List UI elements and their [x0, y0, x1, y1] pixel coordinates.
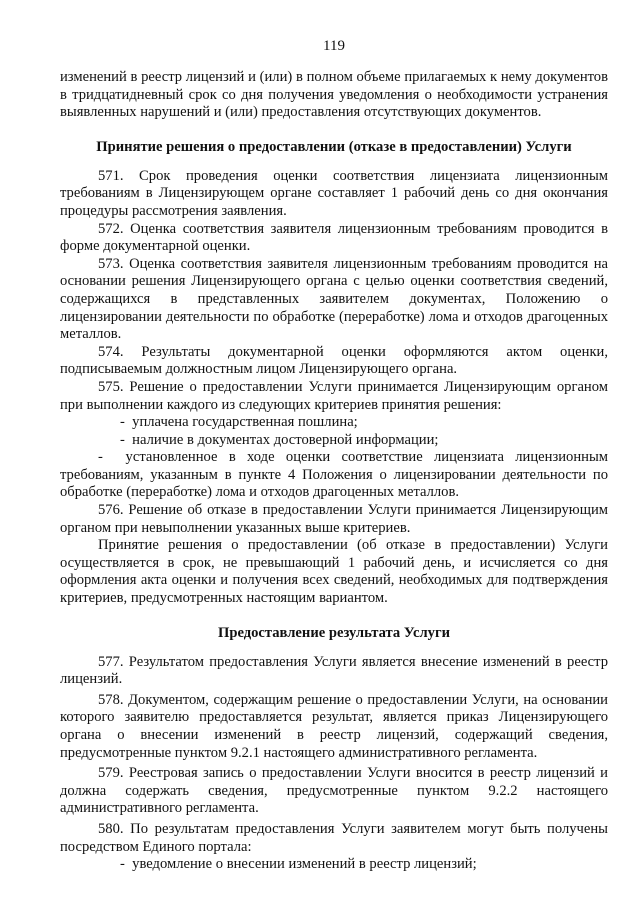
- paragraph-579: 579. Реестровая запись о предоставлении Услуги вносится в реестр лицензий и должна содержать сведения, предусмотренные пунктом 9.2.2 настоящего административного регламента.: [60, 765, 608, 817]
- paragraph-576: 576. Решение об отказе в предоставлении Услуги принимается Лицензирующим органом при невыполнении указанных выше критериев.: [60, 502, 608, 536]
- paragraph-575: 575. Решение о предоставлении Услуги принимается Лицензирующим органом при выполнении каждого из следующих критериев принятия решения:: [60, 378, 608, 413]
- paragraph-578: 578. Документом, содержащим решение о предоставлении Услуги, на основании которого заявителю предоставляется результат, является приказ Лицензирующего органа о внесении изменений в реестр лицензий, содержащий сведения, предусмотренные пунктом 9.2.1 настоящего административного регламента.: [60, 691, 608, 761]
- paragraph-572: 572. Оценка соответствия заявителя лицензионным требованиям проводится в форме документарной оценки.: [60, 220, 608, 255]
- paragraph-571: 571. Срок проведения оценки соответствия лицензиата лицензионным требованиям в Лицензирующем органе составляет 1 рабочий день со дня окончания процедуры рассмотрения заявления.: [60, 167, 608, 219]
- page-number: 119: [323, 38, 345, 54]
- paragraph-577: 577. Результатом предоставления Услуги является внесение изменений в реестр лицензий.: [60, 653, 608, 688]
- criteria-item-text: установленное в ходе оценки соответствие лицензиата лицензионным требованиям, указанным в пункте 4 Положения о лицензировании деятельности по обработке (переработке) лома и отходов драгоценных металлов.: [60, 449, 608, 501]
- section-heading-result: Предоставление результата Услуги: [218, 624, 450, 641]
- results-item: - уведомление о внесении изменений в реестр лицензий;: [120, 856, 608, 874]
- paragraph-573: 573. Оценка соответствия заявителя лицензионным требованиям проводится на основании решения Лицензирующего органа с целью оценки соответствия сведений, содержащихся в представленных заявителем документах, Положению о лицензировании деятельности по обработке (переработке) лома и отходов драгоценных металлов.: [60, 255, 608, 343]
- criteria-list: [60, 414, 608, 449]
- intro-paragraph: изменений в реестр лицензий и (или) в полном объеме прилагаемых к нему документов в тридцатидневный срок со дня получения уведомления о необходимости устранения выявленных нарушений и (или) предоставления отсутствующих документов.: [60, 69, 608, 121]
- criteria-item: - наличие в документах достоверной информации;: [120, 432, 608, 450]
- criteria-item: - уплачена государственная пошлина;: [120, 414, 608, 432]
- results-list: [60, 856, 608, 874]
- criteria-item-long: - установленное в ходе оценки соответствие лицензиата лицензионным требованиям, указанным в пункте 4 Положения о лицензировании деятельности по обработке (переработке) лома и отходов драгоценных металлов.: [60, 449, 608, 501]
- paragraph-580: 580. По результатам предоставления Услуги заявителем могут быть получены посредством Единого портала:: [60, 820, 608, 855]
- paragraph-576-continuation: Принятие решения о предоставлении (об отказе в предоставлении) Услуги осуществляется в срок, не превышающий 1 рабочий день, и исчисляется со дня оформления акта оценки и получения всех сведений, необходимых для подтверждения критериев, предусмотренных настоящим вариантом.: [60, 537, 608, 607]
- paragraph-574: 574. Результаты документарной оценки оформляются актом оценки, подписываемым должностным лицом Лицензирующего органа.: [60, 343, 608, 378]
- section-heading-decision: Принятие решения о предоставлении (отказе в предоставлении) Услуги: [96, 138, 572, 155]
- document-body: [60, 69, 608, 874]
